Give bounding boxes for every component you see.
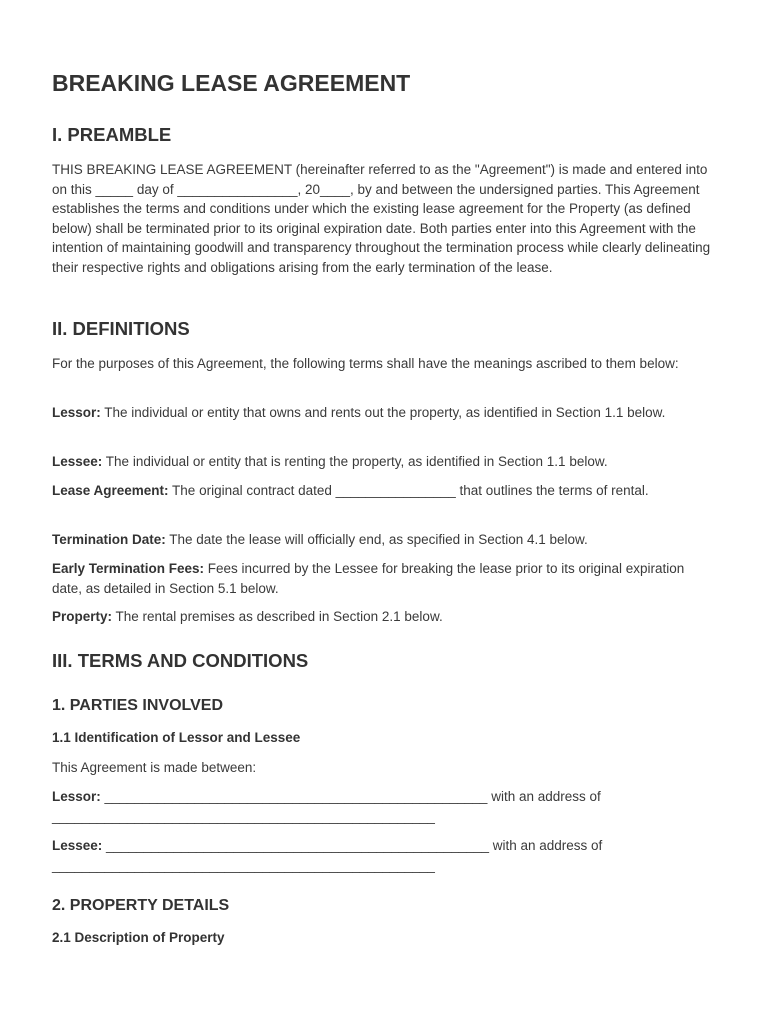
definition-property xyxy=(52,607,718,627)
definition-term: Early Termination Fees: xyxy=(52,561,205,576)
lessor-line xyxy=(52,787,718,826)
lessee-blank: ___________________________________________________ with an address of ___________________________________________________ xyxy=(52,838,603,873)
definition-lessee xyxy=(52,452,718,472)
preamble-body: THIS BREAKING LEASE AGREEMENT (hereinafter referred to as the "Agreement") is made and entered into on this _____ day of ________________, 20____, by and between the undersigned parties. This Agreement establishes the terms and conditions under which the existing lease agreement for the Property (as defined below) shall be terminated prior to its original expiration date. Both parties enter into this Agreement with the intention of maintaining goodwill and transparency throughout the termination process while clearly delineating their respective rights and obligations arising from the early termination of the lease. xyxy=(52,162,711,275)
definition-term: Lease Agreement: xyxy=(52,483,169,498)
definitions-heading: II. DEFINITIONS xyxy=(52,318,190,339)
parties-heading: 1. PARTIES INVOLVED xyxy=(52,697,223,714)
parties-subheading: 1.1 Identification of Lessor and Lessee xyxy=(52,730,301,745)
definition-termination-date xyxy=(52,530,718,550)
definition-early-termination-fees xyxy=(52,559,718,598)
definition-term: Termination Date: xyxy=(52,532,166,547)
lessor-label: Lessor: xyxy=(52,789,101,804)
definition-text: The individual or entity that is renting the property, as identified in Section 1.1 below. xyxy=(102,454,608,469)
property-heading: 2. PROPERTY DETAILS xyxy=(52,897,230,914)
definition-text: Fees incurred by the Lessee for breaking the lease prior to its original expiration date, as detailed in Section 5.1 below. xyxy=(52,561,685,596)
definitions-intro: For the purposes of this Agreement, the following terms shall have the meanings ascribed to them below: xyxy=(52,356,679,371)
terms-heading: III. TERMS AND CONDITIONS xyxy=(52,650,309,671)
definition-text: The rental premises as described in Section 2.1 below. xyxy=(112,609,443,624)
definition-text: The individual or entity that owns and rents out the property, as identified in Section 1.1 below. xyxy=(100,405,666,420)
definition-term: Lessor: xyxy=(52,405,101,420)
definition-lease-agreement xyxy=(52,481,718,501)
definition-term: Property: xyxy=(52,609,113,624)
definition-term: Lessee: xyxy=(52,454,103,469)
preamble-heading: I. PREAMBLE xyxy=(52,124,172,145)
lessee-label: Lessee: xyxy=(52,838,103,853)
definition-lessor xyxy=(52,403,718,423)
lessor-blank: ___________________________________________________ with an address of ___________________________________________________ xyxy=(52,789,601,824)
definition-text: The date the lease will officially end, as specified in Section 4.1 below. xyxy=(165,532,588,547)
property-subheading: 2.1 Description of Property xyxy=(52,930,225,945)
parties-intro: This Agreement is made between: xyxy=(52,760,257,775)
document-title: BREAKING LEASE AGREEMENT xyxy=(52,70,411,96)
lessee-line xyxy=(52,836,718,875)
definition-text: The original contract dated ________________ that outlines the terms of rental. xyxy=(168,483,649,498)
